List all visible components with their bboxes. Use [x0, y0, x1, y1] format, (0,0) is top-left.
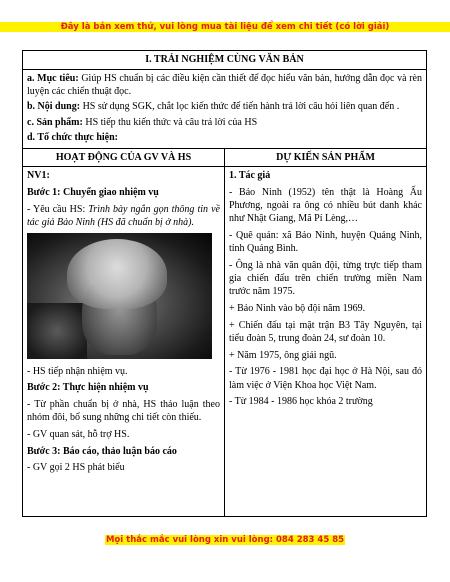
author-info-item: - Quê quán: xã Bảo Ninh, huyện Quảng Ninh, tỉnh Quảng Bình.	[229, 230, 422, 255]
author-info-item: - Từ 1984 - 1986 học khóa 2 trường	[229, 396, 373, 408]
author-photo	[27, 233, 212, 359]
task-request: - Yêu cầu HS: Trình bày ngắn gọn thông tin về tác giả Bảo Ninh (HS đã chuẩn bị ở nhà).	[27, 203, 220, 228]
step2-text: - Từ phần chuẩn bị ở nhà, HS thảo luận theo nhóm đôi, bổ sung những chi tiết còn thiếu.	[27, 398, 220, 424]
objective-b: b. Nội dung: HS sử dụng SGK, chắt lọc kiến thức để tiến hành trả lời câu hỏi liên quan đến .	[27, 101, 400, 113]
step1-heading: Bước 1: Chuyển giao nhiệm vụ	[27, 186, 159, 198]
author-info-item: - Từ 1976 - 1981 học đại học ở Hà Nội, sau đó làm việc ở Viện Khoa học Việt Nam.	[229, 366, 422, 391]
objective-c: c. Sản phẩm: HS tiếp thu kiến thức và câu trả lời của HS	[27, 116, 258, 128]
author-info-item: - Ông là nhà văn quân đội, từng trực tiếp tham gia chiến đấu trên chiến trường miền Nam trước năm 1975.	[229, 259, 422, 298]
preview-banner: Đây là bản xem thử, vui lòng mua tài liệu để xem chi tiết (có lời giải)	[0, 22, 450, 32]
receive-task: - HS tiếp nhận nhiệm vụ.	[27, 365, 128, 377]
step3-text: - GV gọi 2 HS phát biểu	[27, 462, 125, 474]
author-info-item: + Chiến đấu tại mặt trận B3 Tây Nguyên, tại tiểu đoàn 5, trung đoàn 24, sư đoàn 10.	[229, 319, 422, 344]
activities-cell	[23, 167, 225, 517]
column-header-activities: HOẠT ĐỘNG CỦA GV VÀ HS	[23, 149, 225, 167]
column-header-products: DỰ KIẾN SẢN PHẨM	[225, 149, 427, 167]
author-info-item: - Bảo Ninh (1952) tên thật là Hoàng Ấu Phương, ngoài ra ông có nhiều bút danh khác như Nhật Giang, Mã Pí Lèng,…	[229, 186, 422, 225]
contact-banner: Mọi thắc mắc vui lòng xin vui lòng: 084 283 45 85	[105, 535, 345, 545]
step2-heading: Bước 2: Thực hiện nhiệm vụ	[27, 382, 149, 394]
section-title: I. TRẢI NGHIỆM CÙNG VĂN BẢN	[23, 51, 427, 70]
products-cell	[225, 167, 427, 517]
objective-a: a. Mục tiêu: Giúp HS chuẩn bị các điều kiện cần thiết để đọc hiểu văn bản, hướng dẫn đọc và rèn luyện các chiến thuật đọc.	[27, 73, 422, 98]
author-heading: 1. Tác giả	[229, 170, 271, 182]
lesson-table	[22, 50, 427, 517]
observe-text: - GV quan sát, hỗ trợ HS.	[27, 428, 130, 440]
objectives-block	[23, 70, 427, 149]
author-info-item: + Bảo Ninh vào bộ đội năm 1969.	[229, 303, 366, 315]
author-info-item: + Năm 1975, ông giải ngũ.	[229, 349, 337, 361]
task-label: NV1:	[27, 170, 50, 182]
step3-heading: Bước 3: Báo cáo, thảo luận báo cáo	[27, 445, 177, 457]
objective-d: d. Tổ chức thực hiện:	[27, 131, 118, 143]
